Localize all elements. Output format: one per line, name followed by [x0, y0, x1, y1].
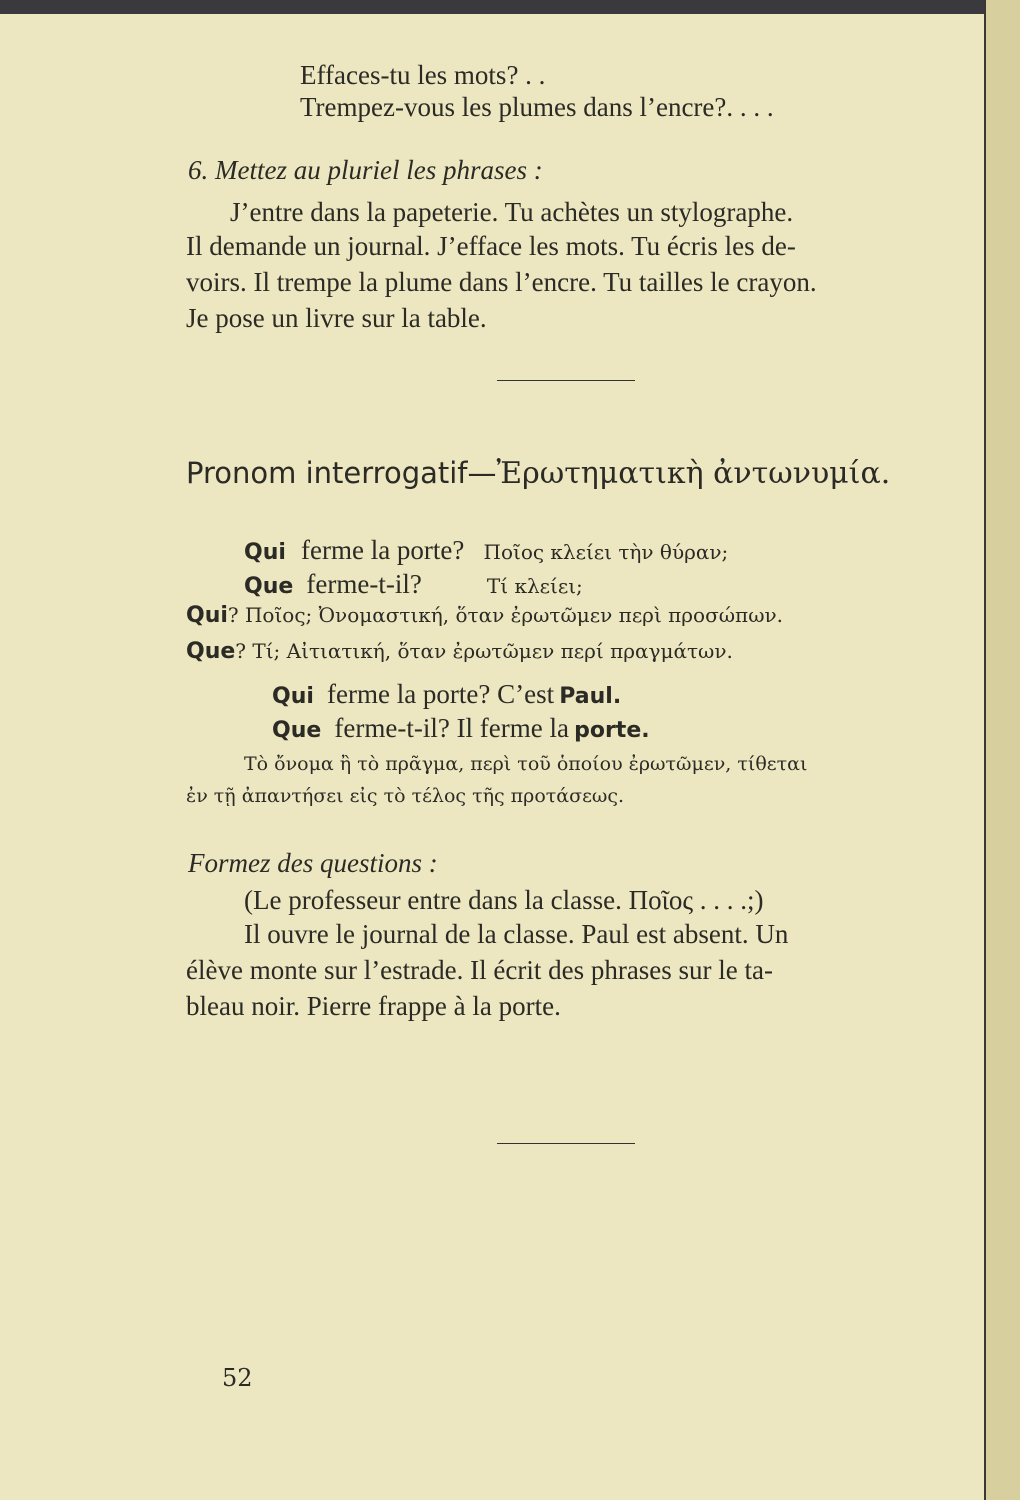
greek-text: ? Τί; Αἰτιατική, ὅταν ἐρωτῶμεν περί πραγμάτων.: [235, 639, 733, 663]
greek-text: ? Ποῖος; Ὀνομαστική, ὅταν ἐρωτῶμεν περὶ προσώπων.: [227, 603, 784, 627]
bold-word: Qui: [186, 603, 228, 628]
example-row: [272, 713, 650, 744]
heading-greek: Ἐρωτηματικὴ ἀντωνυμία.: [496, 456, 891, 491]
example-row: [244, 535, 728, 566]
bold-word: Que: [244, 574, 294, 599]
greek-note-line: Τὸ ὄνομα ἢ τὸ πρᾶγμα, περὶ τοῦ ὁποίου ἐρωτῶμεν, τίθεται: [244, 753, 808, 775]
example-row: [186, 603, 783, 628]
page-number: 52: [222, 1364, 253, 1392]
paragraph-line: Je pose un livre sur la table.: [186, 303, 487, 333]
text-line: Trempez-vous les plumes dans l’encre?. . . .: [300, 92, 774, 122]
bold-word: Paul.: [559, 684, 622, 709]
paragraph-line: élève monte sur l’estrade. Il écrit des phrases sur le ta-: [186, 955, 774, 985]
bold-word: Qui: [272, 684, 314, 709]
exercise-heading: Formez des questions :: [188, 848, 438, 878]
example-row: [272, 679, 621, 710]
exercise-heading: 6. Mettez au pluriel les phrases :: [188, 155, 543, 185]
example-row: [186, 639, 733, 664]
bold-word: Que: [272, 718, 322, 743]
french-text: ferme-t-il? Il ferme la: [334, 713, 569, 743]
bold-word: Qui: [244, 540, 286, 565]
greek-text: Τί κλείει;: [486, 574, 583, 598]
greek-note-line: ἐν τῇ ἀπαντήσει εἰς τὸ τέλος τῆς προτάσεως.: [186, 785, 625, 807]
paragraph-line: J’entre dans la papeterie. Tu achètes un stylographe.: [230, 197, 794, 227]
paragraph-line: (Le professeur entre dans la classe. Ποῖος . . . .;): [244, 885, 764, 915]
text-line: Effaces-tu les mots? . .: [300, 60, 546, 90]
french-text: ferme la porte?: [301, 535, 465, 565]
french-text: ferme-t-il?: [306, 569, 422, 599]
paragraph-line: voirs. Il trempe la plume dans l’encre. Tu tailles le crayon.: [186, 267, 817, 297]
page-right-edge: [984, 0, 1020, 1500]
section-heading: [186, 456, 890, 491]
divider: [497, 1143, 635, 1144]
divider: [497, 380, 635, 381]
top-edge: [0, 0, 1020, 14]
bold-word: porte.: [574, 718, 650, 743]
paragraph-line: bleau noir. Pierre frappe à la porte.: [186, 991, 561, 1021]
example-row: [244, 569, 583, 600]
heading-french: Pronom interrogatif—: [186, 456, 497, 490]
french-text: ferme la porte? C’est: [327, 679, 555, 709]
bold-word: Que: [186, 639, 236, 664]
paragraph-line: Il ouvre le journal de la classe. Paul est absent. Un: [244, 919, 789, 949]
paragraph-line: Il demande un journal. J’efface les mots. Tu écris les de-: [186, 231, 796, 261]
greek-text: Ποῖος κλείει τὴν θύραν;: [483, 540, 729, 564]
